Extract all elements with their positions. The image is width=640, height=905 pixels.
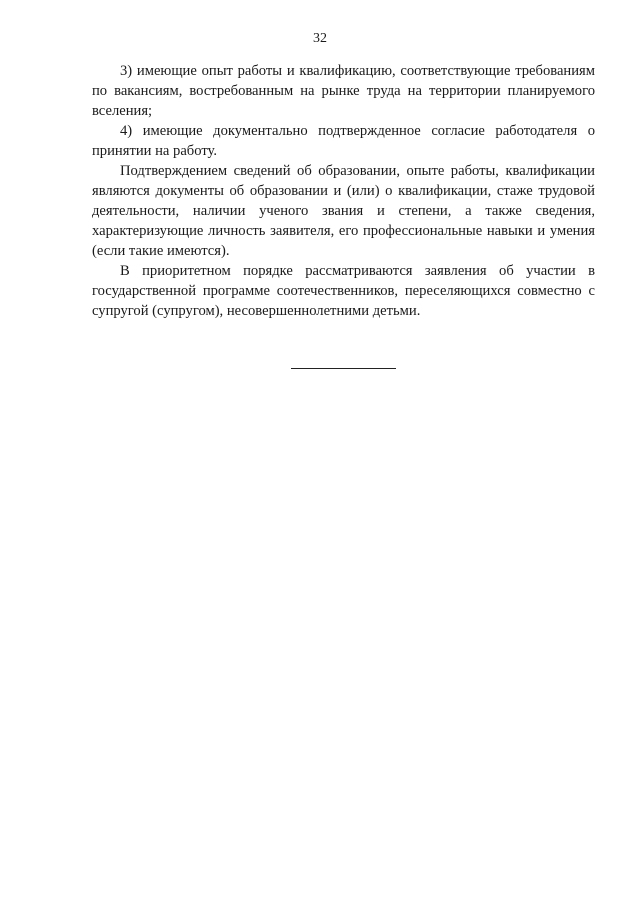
- end-of-text-divider: [291, 368, 396, 369]
- document-body: [92, 61, 595, 321]
- paragraph-item-3: 3) имеющие опыт работы и квалификацию, соответствующие требованиям по вакансиям, востребованным на рынке труда на территории планируемого вселения;: [92, 63, 595, 119]
- paragraph-priority-order: В приоритетном порядке рассматриваются заявления об участии в государственной программе соотечественников, переселяющихся совместно с супругой (супругом), несовершеннолетними детьми.: [92, 263, 595, 319]
- paragraph-confirmation-documents: Подтверждением сведений об образовании, опыте работы, квалификации являются документы об образовании и (или) о квалификации, стаже трудовой деятельности, наличии ученого звания и степени, а также сведения, характеризующие личность заявителя, его профессиональные навыки и умения (если такие имеются).: [92, 163, 595, 259]
- page-number: 32: [313, 31, 327, 46]
- paragraph-item-4: 4) имеющие документально подтвержденное согласие работодателя о принятии на работу.: [92, 123, 595, 159]
